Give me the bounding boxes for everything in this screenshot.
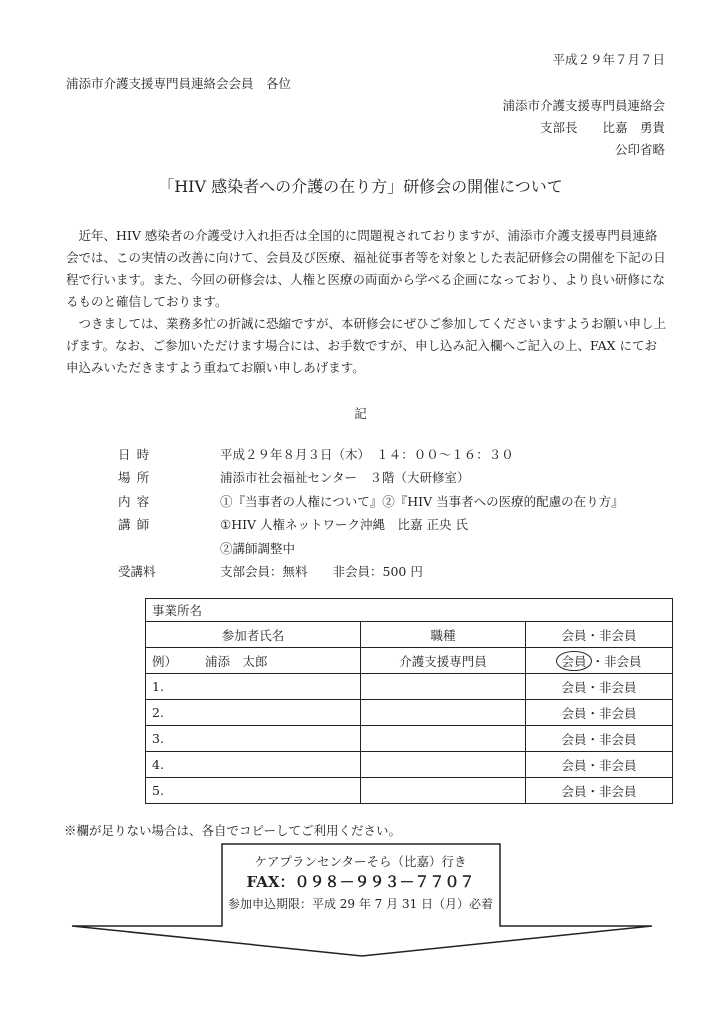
ki-marker: 記 bbox=[354, 406, 367, 421]
example-member-rest: ・非会員 bbox=[591, 653, 642, 669]
member-select[interactable]: 会員・非会員 bbox=[526, 726, 673, 752]
example-name-cell bbox=[146, 648, 361, 674]
detail-value: 平成２９年８月３日（木） １４：００～１６：３０ bbox=[220, 446, 514, 462]
col-header-member: 会員・非会員 bbox=[526, 622, 673, 648]
office-name-field[interactable] bbox=[146, 599, 673, 622]
registration-form-table bbox=[145, 598, 673, 804]
job-field[interactable] bbox=[361, 674, 526, 700]
job-field[interactable] bbox=[361, 700, 526, 726]
example-name: 浦添 太郎 bbox=[205, 653, 268, 669]
row-number: 5. bbox=[152, 783, 164, 798]
detail-value: ②講師調整中 bbox=[220, 540, 296, 556]
table-row bbox=[146, 726, 673, 752]
detail-row-lecturer bbox=[118, 513, 624, 537]
detail-row-lecturer-2 bbox=[118, 536, 624, 560]
table-row bbox=[146, 700, 673, 726]
member-select[interactable]: 会員・非会員 bbox=[526, 674, 673, 700]
col-header-name: 参加者氏名 bbox=[146, 622, 361, 648]
detail-value: 支部会員：無料 非会員：500 円 bbox=[220, 564, 423, 580]
participant-name-field[interactable] bbox=[146, 752, 361, 778]
detail-row-datetime bbox=[118, 442, 624, 466]
fax-destination: ケアプランセンターそら（比嘉）行き bbox=[254, 854, 467, 869]
example-row bbox=[146, 648, 673, 674]
office-row bbox=[146, 599, 673, 622]
job-field[interactable] bbox=[361, 752, 526, 778]
detail-label: 場所 bbox=[118, 470, 156, 486]
detail-row-place bbox=[118, 466, 624, 490]
detail-label: 受講料 bbox=[118, 564, 156, 580]
document-title: 「HIV 感染者への介護の在り方」研修会の開催について bbox=[158, 177, 563, 196]
member-select[interactable]: 会員・非会員 bbox=[526, 752, 673, 778]
header-row bbox=[146, 622, 673, 648]
body-paragraph-2: つきましては、業務多忙の折誠に恐縮ですが、本研修会にぜひご参加してくださいますようお願い申し上げます。なお、ご参加いただけます場合には、お手数ですが、申し込み記入欄へご記入の上、FAX にてお申込みいただきますよう重ねてお願い申しあげます。 bbox=[66, 316, 667, 375]
copy-note: ※欄が足りない場合は、各自でコピーしてご利用ください。 bbox=[64, 823, 402, 838]
event-details bbox=[118, 442, 624, 583]
table-row bbox=[146, 778, 673, 804]
table-row bbox=[146, 752, 673, 778]
example-label: 例） bbox=[152, 653, 178, 669]
example-member-cell bbox=[526, 648, 673, 674]
participant-name-field[interactable] bbox=[146, 700, 361, 726]
participant-name-field[interactable] bbox=[146, 726, 361, 752]
circled-member: 会員 bbox=[556, 651, 591, 671]
detail-value: ①『当事者の人権について』②『HIV 当事者への医療的配慮の在り方』 bbox=[220, 493, 624, 509]
job-field[interactable] bbox=[361, 778, 526, 804]
example-job: 介護支援専門員 bbox=[361, 648, 526, 674]
row-number: 2. bbox=[152, 705, 164, 720]
sender-name: 支部長 比嘉 勇貴 bbox=[539, 120, 665, 135]
row-number: 4. bbox=[152, 757, 164, 772]
issue-date: 平成２９年７月７日 bbox=[552, 52, 665, 67]
body-paragraph-1: 近年、HIV 感染者の介護受け入れ拒否は全国的に問題視されておりますが、浦添市介護支援専門員連絡会では、この実情の改善に向けて、会員及び医療、福祉従事者等を対象とした表記研修会の開催を下記の日程で行います。また、今回の研修会は、人権と医療の両面から学べる企画になっており、より良い研修になるものと確信しております。 bbox=[66, 228, 666, 309]
row-number: 3. bbox=[152, 731, 164, 746]
detail-row-content bbox=[118, 489, 624, 513]
participant-name-field[interactable] bbox=[146, 674, 361, 700]
fax-number: FAX：０９８－９９３－７７０７ bbox=[246, 873, 475, 891]
addressee: 浦添市介護支援専門員連絡会会員 各位 bbox=[66, 76, 292, 91]
detail-label: 日時 bbox=[118, 446, 156, 462]
member-select[interactable]: 会員・非会員 bbox=[526, 778, 673, 804]
table-row bbox=[146, 674, 673, 700]
job-field[interactable] bbox=[361, 726, 526, 752]
detail-value: 浦添市社会福祉センター ３階（大研修室） bbox=[220, 470, 470, 486]
detail-row-fee bbox=[118, 560, 624, 584]
application-deadline: 参加申込期限：平成 29 年 7 月 31 日（月）必着 bbox=[227, 897, 494, 911]
row-number: 1. bbox=[152, 679, 164, 694]
detail-label: 講師 bbox=[118, 517, 156, 533]
member-select[interactable]: 会員・非会員 bbox=[526, 700, 673, 726]
seal-omitted: 公印省略 bbox=[614, 142, 665, 157]
participant-name-field[interactable] bbox=[146, 778, 361, 804]
office-label: 事業所名 bbox=[152, 603, 203, 618]
sender-organization: 浦添市介護支援専門員連絡会 bbox=[502, 98, 665, 113]
detail-label: 内容 bbox=[118, 493, 156, 509]
detail-value: ①HIV 人権ネットワーク沖縄 比嘉 正央 氏 bbox=[220, 517, 468, 533]
col-header-job: 職種 bbox=[361, 622, 526, 648]
body-text bbox=[66, 225, 668, 379]
